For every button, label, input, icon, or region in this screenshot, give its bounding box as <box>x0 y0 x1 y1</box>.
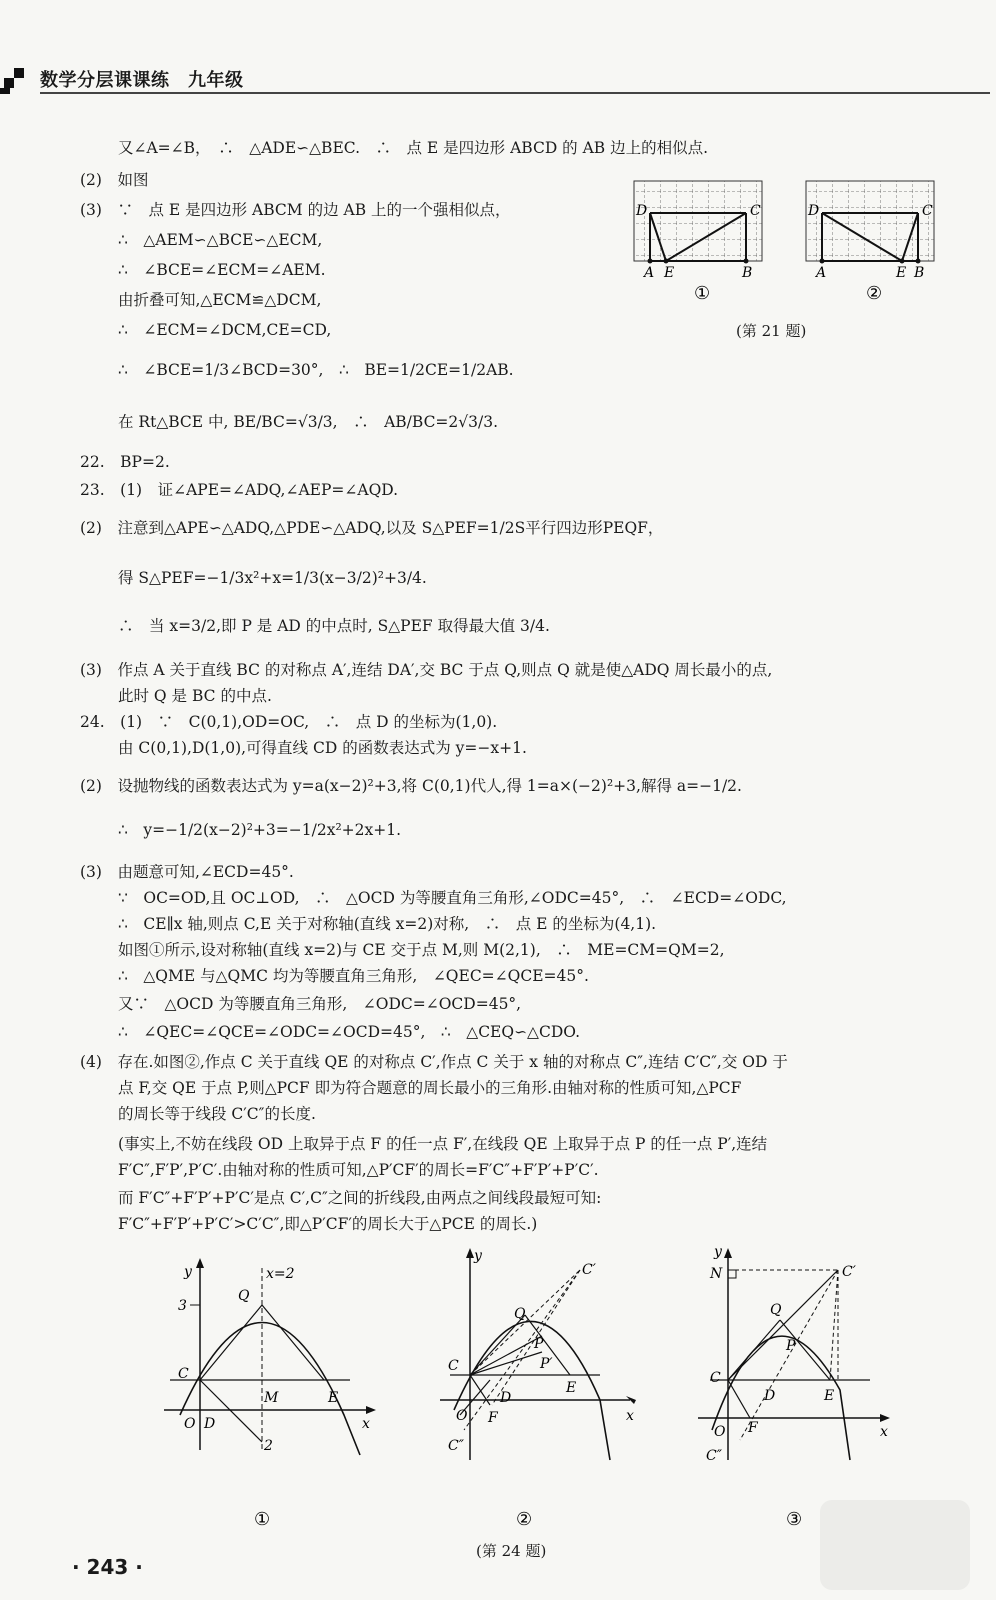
label-b: B <box>742 265 753 281</box>
label-q: Q <box>514 1306 526 1322</box>
label-d: D <box>636 203 648 219</box>
text-line: 此时 Q 是 BC 的中点. <box>118 687 272 705</box>
text-line: (2) 如图 <box>80 171 149 189</box>
axis-x-label: x <box>626 1408 634 1424</box>
text-line: (2) 设抛物线的函数表达式为 y=a(x−2)²+3,将 C(0,1)代人,得 1=a×(−2)²+3,解得 a=−1/2. <box>80 777 742 795</box>
tick-label: 3 <box>178 1298 187 1314</box>
corner-mark-icon <box>4 78 14 88</box>
label-p: P <box>534 1336 544 1352</box>
axis-y-label: y <box>474 1248 482 1264</box>
label-c: C <box>750 203 761 219</box>
figure-21 <box>628 175 938 335</box>
label-c: C <box>710 1370 721 1386</box>
axis-y-label: y <box>184 1264 192 1280</box>
label-o: O <box>184 1416 196 1432</box>
text-line: 得 S△PEF=−1/3x²+x=1/3(x−3/2)²+3/4. <box>118 569 427 587</box>
watermark-logo-icon <box>820 1500 970 1590</box>
label-c: C <box>178 1366 189 1382</box>
label-p-prime: P′ <box>540 1356 553 1372</box>
label-c-double-prime: C″ <box>706 1448 722 1464</box>
text-line: 点 F,交 QE 于点 P,则△PCF 即为符合题意的周长最小的三角形.由轴对称的性质可知,△PCF <box>118 1079 742 1097</box>
page-header <box>0 62 996 98</box>
label-c-prime: C′ <box>582 1262 596 1278</box>
figure-number: ③ <box>786 1509 803 1530</box>
text-line: 24. (1) ∵ C(0,1),OD=OC, ∴ 点 D 的坐标为(1,0). <box>80 713 498 731</box>
label-p: P <box>786 1338 796 1354</box>
figure-21-1 <box>634 181 762 304</box>
label-d: D <box>204 1416 216 1432</box>
label-e: E <box>566 1380 577 1396</box>
label-c-prime: C′ <box>842 1264 856 1280</box>
axis-x-label: x <box>362 1416 370 1432</box>
label-c: C <box>448 1358 459 1374</box>
text-line: ∴ CE∥x 轴,则点 C,E 关于对称轴(直线 x=2)对称, ∴ 点 E 的坐标为(4,1). <box>118 915 657 933</box>
text-line: (3) ∵ 点 E 是四边形 ABCM 的边 AB 上的一个强相似点， <box>80 201 511 219</box>
text-line: ∴ ∠ECM=∠DCM,CE=CD, <box>118 321 332 339</box>
label-q: Q <box>238 1288 250 1304</box>
figure-24 <box>150 1240 900 1550</box>
figure-number: ① <box>694 283 711 304</box>
text-line: (3) 作点 A 关于直线 BC 的对称点 A′,连结 DA′,交 BC 于点 Q,则点 Q 就是使△ADQ 周长最小的点, <box>80 661 773 679</box>
label-f: F <box>748 1420 758 1436</box>
figure-21-caption: (第 21 题) <box>736 322 807 340</box>
text-line: 由折叠可知,△ECM≌△DCM, <box>118 291 322 309</box>
text-line: 在 Rt△BCE 中, BE/BC=√3/3, ∴ AB/BC=2√3/3. <box>118 413 499 431</box>
text-line: ∴ ∠BCE=1/3∠BCD=30°, ∴ BE=1/2CE=1/2AB. <box>118 361 514 379</box>
figure-number: ② <box>516 1509 533 1530</box>
figure-24-1 <box>164 1258 376 1530</box>
text-line: 23. (1) 证∠APE=∠ADQ,∠AEP=∠AQD. <box>80 481 399 499</box>
header-rule <box>40 92 990 94</box>
figure-24-caption: (第 24 题) <box>476 1542 547 1560</box>
label-m: M <box>264 1390 279 1406</box>
text-line: (2) 注意到△APE∽△ADQ,△PDE∽△ADQ,以及 S△PEF=1/2S平行四边形PEQF， <box>80 519 664 537</box>
text-line: (3) 由题意可知,∠ECD=45°. <box>80 863 294 881</box>
label-a: A <box>644 265 655 281</box>
figure-number: ② <box>866 283 883 304</box>
text-line: ∴ 当 x=3/2,即 P 是 AD 的中点时, S△PEF 取得最大值 3/4. <box>118 617 550 635</box>
figure-24-3 <box>698 1244 890 1530</box>
text-line: F′C″+F′P′+P′C′>C′C″,即△P′CF′的周长大于△PCE 的周长.) <box>118 1215 538 1233</box>
label-d: D <box>500 1390 512 1406</box>
label-d: D <box>808 203 820 219</box>
axis-x-label: x <box>880 1424 888 1440</box>
text-line: 22. BP=2. <box>80 453 170 471</box>
text-line: 又∠A=∠B， ∴ △ADE∽△BEC. ∴ 点 E 是四边形 ABCD 的 AB 边上的相似点. <box>118 139 709 157</box>
label-n: N <box>710 1266 723 1282</box>
text-line: ∴ ∠BCE=∠ECM=∠AEM. <box>118 261 326 279</box>
text-line: 的周长等于线段 C′C″的长度. <box>118 1105 316 1123</box>
text-line: (事实上,不妨在线段 OD 上取异于点 F 的任一点 F′,在线段 QE 上取异于点 P 的任一点 P′,连结 <box>118 1135 768 1153</box>
text-line: F′C″,F′P′,P′C′.由轴对称的性质可知,△P′CF′的周长=F′C″+F′P′+P′C′. <box>118 1161 599 1179</box>
text-line: ∴ △QME 与△QMC 均为等腰直角三角形, ∠QEC=∠QCE=45°. <box>118 967 589 985</box>
page-number: · 243 · <box>72 1555 143 1579</box>
corner-mark-icon <box>0 88 10 94</box>
text-line: ∵ OC=OD,且 OC⊥OD, ∴ △OCD 为等腰直角三角形,∠ODC=45°, ∴ ∠ECD=∠ODC, <box>118 889 787 907</box>
label-q: Q <box>770 1302 782 1318</box>
label-d: D <box>764 1388 776 1404</box>
label-e: E <box>824 1388 835 1404</box>
figure-24-2 <box>440 1248 636 1530</box>
text-line: ∴ ∠QEC=∠QCE=∠ODC=∠OCD=45°, ∴ △CEQ∽△CDO. <box>118 1023 580 1041</box>
figure-21-2 <box>806 181 934 304</box>
figure-number: ① <box>254 1509 271 1530</box>
label-a: A <box>816 265 827 281</box>
label-e: E <box>664 265 675 281</box>
text-line: (4) 存在.如图②,作点 C 关于直线 QE 的对称点 C′,作点 C 关于 x 轴的对称点 C″,连结 C′C″,交 OD 于 <box>80 1053 788 1071</box>
text-line: ∴ y=−1/2(x−2)²+3=−1/2x²+2x+1. <box>118 821 402 839</box>
label-e: E <box>896 265 907 281</box>
label-o: O <box>456 1408 468 1424</box>
book-title: 数学分层课课练 九年级 <box>40 70 244 91</box>
axis-y-label: y <box>714 1244 722 1260</box>
symmetry-line-label: x=2 <box>266 1266 295 1282</box>
corner-mark-icon <box>14 68 24 78</box>
label-c-double-prime: C″ <box>448 1438 464 1454</box>
text-line: ∴ △AEM∽△BCE∽△ECM, <box>118 231 323 249</box>
label-b: B <box>914 265 925 281</box>
text-line: 而 F′C″+F′P′+P′C′是点 C′,C″之间的折线段,由两点之间线段最短可知: <box>118 1189 602 1207</box>
text-line: 由 C(0,1),D(1,0),可得直线 CD 的函数表达式为 y=−x+1. <box>118 739 527 757</box>
text-line: 又∵ △OCD 为等腰直角三角形, ∠ODC=∠OCD=45°, <box>118 995 522 1013</box>
label-o: O <box>714 1424 726 1440</box>
text-line: 如图①所示,设对称轴(直线 x=2)与 CE 交于点 M,则 M(2,1), ∴ ME=CM=QM=2, <box>118 941 725 959</box>
tick-label: 2 <box>264 1438 273 1454</box>
label-f: F <box>488 1410 498 1426</box>
label-e: E <box>328 1390 339 1406</box>
label-c: C <box>922 203 933 219</box>
